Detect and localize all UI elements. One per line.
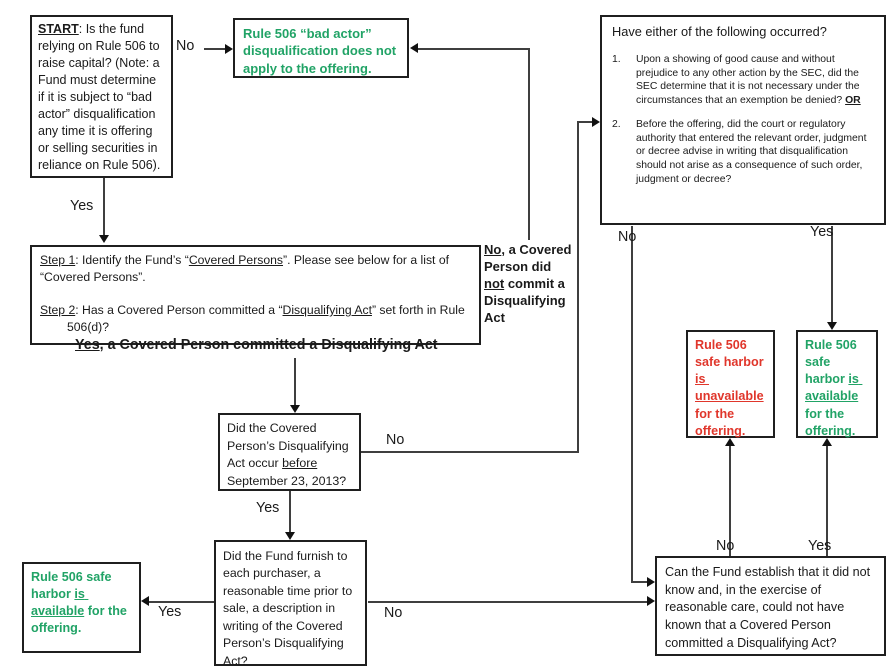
connector-before-no-h2 [577, 121, 593, 123]
steps-node [30, 245, 481, 345]
no-commit-label: No, a Covered Person did not commit a Disqualifying Act [484, 242, 576, 325]
connector-before-no-v [577, 121, 579, 453]
connector-nocommit-left [417, 48, 530, 50]
connector-haveeither-no-h [631, 581, 648, 583]
edge-label-before-yes: Yes [256, 500, 280, 516]
item-number: 2. [612, 118, 621, 130]
fund-furnish-node: Did the Fund furnish to each purchaser, a reasonable time prior to sale, a description in writing of the Covered Person’s Disqualifying Act? [214, 540, 367, 666]
connector-furnish-yes [148, 601, 214, 603]
arrowhead-icon [647, 596, 655, 606]
start-node: START: Is the fund relying on Rule 506 to raise capital? (Note: a Fund must determine if it is subject to “bad actor” disqualification any time it is offering or selling securities in reliance on Rule 506). [30, 15, 173, 178]
have-either-item-2 [612, 118, 874, 187]
item-number: 1. [612, 54, 621, 65]
arrowhead-icon [225, 44, 233, 54]
edge-label-canfund-yes: Yes [808, 538, 832, 554]
connector-before-no-h [361, 451, 579, 453]
connector-start-yes [103, 178, 105, 236]
arrowhead-icon [647, 577, 655, 587]
connector-haveeither-no-v [631, 226, 633, 583]
before-sept-2013-node: Did the Covered Person’s Disqualifying Act occur before September 23, 2013? [218, 413, 361, 491]
arrowhead-icon [410, 43, 418, 53]
connector-committed-down [294, 358, 296, 406]
connector-nocommit-up [528, 48, 530, 240]
edge-label-haveeither-no: No [618, 229, 637, 245]
arrowhead-icon [99, 235, 109, 243]
arrowhead-icon [592, 117, 600, 127]
edge-label-furnish-yes: Yes [158, 604, 182, 620]
connector-furnish-no [368, 601, 648, 603]
arrowhead-icon [725, 438, 735, 446]
step-2-text: Step 2: Has a Covered Person committed a “Disqualifying Act” set forth in Rule 506(d)? [40, 303, 469, 335]
step-1-text: Step 1: Identify the Fund’s “Covered Persons”. Please see below for a list of “Covered Persons”. [40, 253, 453, 285]
arrowhead-icon [827, 322, 837, 330]
arrowhead-icon [285, 532, 295, 540]
edge-label-start-no: No [176, 38, 195, 54]
have-either-item-1 [612, 53, 874, 108]
edge-label-haveeither-yes: Yes [810, 224, 834, 240]
yes-committed-label: Yes, a Covered Person committed a Disqualifying Act [75, 337, 438, 353]
arrowhead-icon [822, 438, 832, 446]
item-text: Before the offering, did the court or regulatory authority that entered the relevant order, judgment or decree advise in writing that disqualification should not arise as a consequence of such order, judgment or decree? [636, 118, 870, 185]
connector-haveeither-yes [831, 226, 833, 323]
have-either-occurred-node [600, 15, 886, 225]
connector-before-yes [289, 491, 291, 533]
edge-label-before-no: No [386, 432, 405, 448]
arrowhead-icon [141, 596, 149, 606]
edge-label-start-yes: Yes [70, 198, 94, 214]
edge-label-canfund-no: No [716, 538, 735, 554]
can-fund-establish-node: Can the Fund establish that it did not know and, in the exercise of reasonable care, could not have known that a Covered Person committed a Disqualifying Act? [655, 556, 886, 656]
item-text: Upon a showing of good cause and without prejudice to any other action by the SEC, did the SEC determine that it is not necessary under the circumstances that an exemption be denied? OR [636, 54, 863, 107]
edge-label-furnish-no: No [384, 605, 403, 621]
disqualification-not-apply-node: Rule 506 “bad actor” disqualification does not apply to the offering. [233, 18, 409, 78]
safe-harbor-unavailable-node: Rule 506 safe harbor is unavailable for the offering. [686, 330, 775, 438]
safe-harbor-available-left-node: Rule 506 safe harbor is available for the offering. [22, 562, 141, 653]
have-either-title: Have either of the following occurred? [612, 24, 827, 39]
safe-harbor-available-right-node: Rule 506 safe harbor is available for the offering. [796, 330, 878, 438]
arrowhead-icon [290, 405, 300, 413]
